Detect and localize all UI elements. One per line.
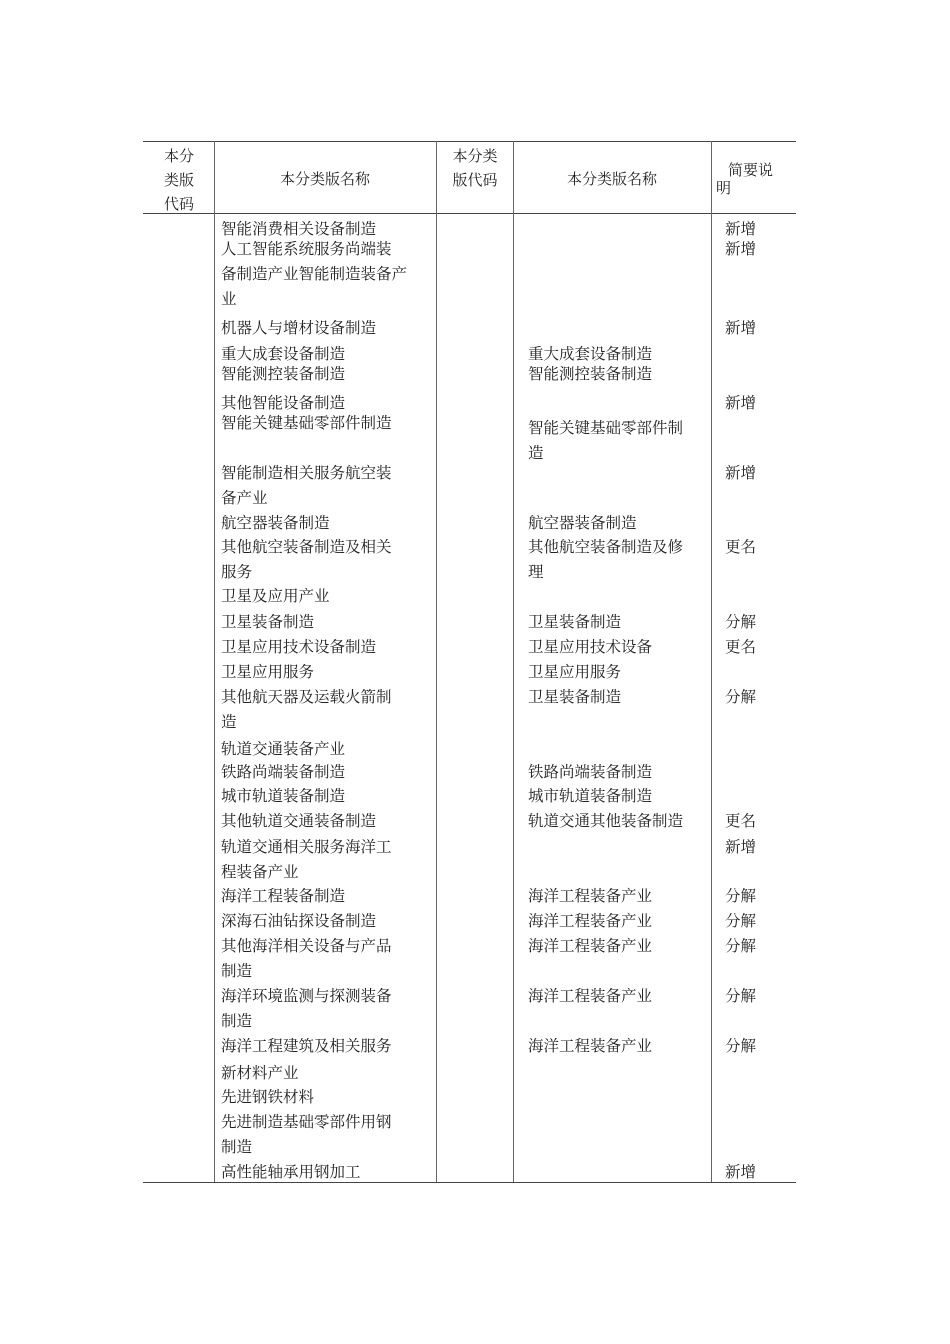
change-note: 新增: [725, 838, 757, 856]
change-note: 新增: [725, 394, 757, 412]
header-note-line: 明: [716, 179, 732, 197]
category-name: 其他轨道交通装备制造: [221, 812, 377, 830]
change-note: 分解: [725, 987, 757, 1005]
previous-category-name: 城市轨道装备制造: [528, 787, 653, 805]
category-name: 先进钢铁材料: [221, 1088, 315, 1106]
category-name: 海洋工程建筑及相关服务: [221, 1037, 392, 1055]
previous-category-name: 重大成套设备制造: [528, 345, 653, 363]
category-name: 制造: [221, 1012, 253, 1030]
change-note: 更名: [725, 538, 757, 556]
header-new-code-line: 版代码: [452, 171, 498, 189]
category-name: 轨道交通相关服务海洋工: [221, 838, 392, 856]
category-name: 制造: [221, 962, 253, 980]
category-name: 其他航天器及运载火箭制: [221, 688, 392, 706]
header-old-name: [216, 167, 434, 191]
previous-category-name: 理: [528, 563, 544, 581]
category-name: 其他航空装备制造及相关: [221, 538, 392, 556]
column-divider-2: [436, 141, 437, 1182]
previous-category-name: 卫星装备制造: [528, 688, 622, 706]
previous-category-name: 卫星装备制造: [528, 613, 622, 631]
header-old-code-line: 本分: [163, 147, 194, 165]
column-divider-1: [214, 141, 215, 1182]
category-name: 备制造产业智能制造装备产: [221, 265, 408, 283]
category-name: 人工智能系统服务尚端装: [221, 240, 392, 258]
category-name: 海洋工程装备制造: [221, 887, 346, 905]
previous-category-name: 铁路尚端装备制造: [528, 763, 653, 781]
category-name: 造: [221, 713, 237, 731]
change-note: 分解: [725, 912, 757, 930]
category-name: 轨道交通装备产业: [221, 740, 346, 758]
category-name: 智能消费相关设备制造: [221, 220, 377, 238]
header-old-code-line: 类版: [163, 171, 194, 189]
change-note: 分解: [725, 613, 757, 631]
change-note: 分解: [725, 688, 757, 706]
header-note-line: 简要说: [728, 161, 774, 179]
category-name: 服务: [221, 563, 253, 581]
header-new-name: [515, 167, 709, 191]
category-name: 制造: [221, 1138, 253, 1156]
previous-category-name: 海洋工程装备产业: [528, 937, 653, 955]
previous-category-name: 造: [528, 444, 544, 462]
change-note: 新增: [725, 240, 757, 258]
header-new-name-text: 本分类版名称: [566, 170, 657, 188]
change-note: 新增: [725, 464, 757, 482]
previous-category-name: 卫星应用服务: [528, 663, 622, 681]
previous-category-name: 海洋工程装备产业: [528, 912, 653, 930]
category-name: 其他海洋相关设备与产品: [221, 937, 392, 955]
category-name: 卫星装备制造: [221, 613, 315, 631]
category-name: 先进制造基础零部件用钢: [221, 1113, 392, 1131]
change-note: 分解: [725, 887, 757, 905]
category-name: 卫星应用技术设备制造: [221, 638, 377, 656]
category-name: 备产业: [221, 489, 268, 507]
column-divider-4: [711, 141, 712, 1182]
header-bottom-rule: [143, 213, 796, 214]
previous-category-name: 海洋工程装备产业: [528, 887, 653, 905]
category-name: 高性能轴承用钢加工: [221, 1163, 361, 1181]
category-name: 其他智能设备制造: [221, 394, 346, 412]
header-note: [716, 158, 790, 200]
category-name: 机器人与增材设备制造: [221, 319, 377, 337]
previous-category-name: 卫星应用技术设备: [528, 638, 653, 656]
previous-category-name: 轨道交通其他装备制造: [528, 812, 684, 830]
header-old-name-text: 本分类版名称: [279, 170, 370, 188]
previous-category-name: 航空器装备制造: [528, 514, 637, 532]
category-name: 重大成套设备制造: [221, 345, 346, 363]
header-old-code: [150, 144, 208, 216]
header-new-code: [440, 144, 510, 192]
previous-category-name: 智能关键基础零部件制: [528, 419, 684, 437]
change-note: 分解: [725, 1037, 757, 1055]
change-note: 新增: [725, 220, 757, 238]
change-note: 更名: [725, 812, 757, 830]
previous-category-name: 智能测控装备制造: [528, 365, 653, 383]
category-name: 卫星及应用产业: [221, 587, 330, 605]
category-name: 铁路尚端装备制造: [221, 763, 346, 781]
change-note: 新增: [725, 1163, 757, 1181]
category-name: 智能测控装备制造: [221, 365, 346, 383]
category-name: 海洋环境监测与探测装备: [221, 987, 392, 1005]
category-name: 航空器装备制造: [221, 514, 330, 532]
previous-category-name: 海洋工程装备产业: [528, 1037, 653, 1055]
change-note: 分解: [725, 937, 757, 955]
category-name: 卫星应用服务: [221, 663, 315, 681]
change-note: 更名: [725, 638, 757, 656]
change-note: 新增: [725, 319, 757, 337]
header-new-code-line: 本分类: [452, 147, 498, 165]
category-name: 智能关键基础零部件制造: [221, 414, 392, 432]
previous-category-name: 海洋工程装备产业: [528, 987, 653, 1005]
previous-category-name: 其他航空装备制造及修: [528, 538, 684, 556]
category-name: 业: [221, 290, 237, 308]
category-name: 智能制造相关服务航空装: [221, 464, 392, 482]
category-name: 城市轨道装备制造: [221, 787, 346, 805]
header-old-code-line: 代码: [163, 195, 194, 213]
category-name: 程装备产业: [221, 863, 299, 881]
column-divider-3: [513, 141, 514, 1182]
table-top-rule: [143, 141, 796, 142]
category-name: 深海石油钻探设备制造: [221, 912, 377, 930]
category-name: 新材料产业: [221, 1064, 299, 1082]
